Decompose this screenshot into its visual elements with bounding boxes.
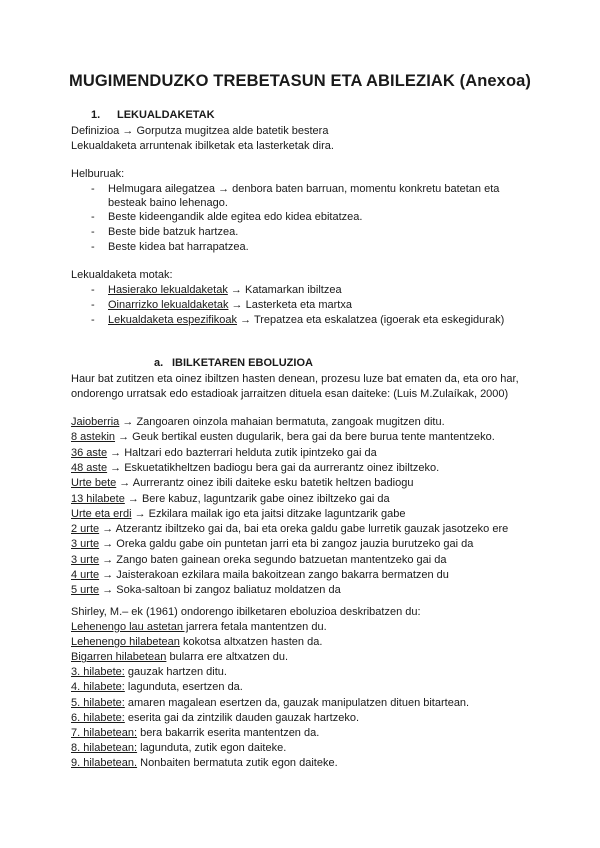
stage-item: Urte bete → Aurrerantz oinez ibili daiteke esku batetik heltzen badiogu xyxy=(71,477,414,490)
shirley-item: 6. hilabete: eserita gai da zintzilik dauden gauzak hartzeko. xyxy=(71,711,360,724)
type-item: - Lekualdaketa espezifikoak → Trepatzea eta eskalatzea (igoerak eta eskegidurak) xyxy=(91,314,505,326)
shirley-item: 8. hilabetean: lagunduta, zutik egon daiteke. xyxy=(71,741,287,754)
stage-item: 3 urte → Oreka galdu gabe oin puntetan jarri eta bi zangoz jauzia burutzeko gai da xyxy=(71,538,474,551)
section-number: 1. xyxy=(91,109,101,121)
shirley-item: 9. hilabetean. Nonbaiten bermatuta zutik egon daiteke. xyxy=(71,756,338,769)
goal-item-continued: besteak baino lehenago. xyxy=(108,197,228,209)
stage-item: Jaioberria → Zangoaren oinzola mahaian bermatuta, zangoak mugitzen ditu. xyxy=(71,416,445,428)
types-label: Lekualdaketa motak: xyxy=(71,269,173,281)
shirley-item: 5. hilabete: amaren magalean esertzen da, gauzak manipulatzen dituen bitartean. xyxy=(71,696,470,709)
definition-line: Definizioa → Gorputza mugitzea alde batetik bestera xyxy=(71,125,329,137)
stage-item: 8 astekin → Geuk bertikal eusten dugularik, bera gai da bere burua tente mantentzeko. xyxy=(71,431,495,444)
intro-line: Haur bat zutitzen eta oinez ibiltzen hasten denean, prozesu luze bat ematen da, eta oro har, xyxy=(71,373,519,385)
stage-item: 3 urte → Zango baten gainean oreka segundo batzuetan mantentzeko gai da xyxy=(71,553,447,566)
shirley-item: 4. hilabete: lagunduta, esertzen da. xyxy=(71,681,243,694)
shirley-item: Lehenengo lau astetan jarrera fetala mantentzen du. xyxy=(71,621,327,633)
stage-item: 4 urte → Jaisterakoan ezkilara maila bakoitzean zango bakarra bermatzen du xyxy=(71,569,449,581)
stage-item: 2 urte → Atzerantz ibiltzeko gai da, bai eta oreka galdu gabe lurretik gauzak jasotzeko ere xyxy=(71,523,509,536)
goal-item: - Beste bide batzuk hartzea. xyxy=(91,226,239,238)
stage-item: 5 urte → Soka-saltoan bi zangoz baliatuz moldatzen da xyxy=(71,584,341,597)
section-heading-text: LEKUALDAKETAK xyxy=(117,109,215,121)
goal-item: - Beste kideengandik alde egitea edo kidea ebitatzea. xyxy=(91,211,363,223)
shirley-item: 3. hilabete: gauzak hartzen ditu. xyxy=(71,666,227,679)
stage-item: 36 aste → Haltzari edo bazterrari helduta zutik ipintzeko gai da xyxy=(71,446,377,459)
shirley-intro: Shirley, M.– ek (1961) ondorengo ibilketaren eboluzioa deskribatzen du: xyxy=(71,606,421,618)
stage-item: Urte eta erdi → Ezkilara mailak igo eta jaitsi ditzake laguntzarik gabe xyxy=(71,507,406,520)
shirley-item: Lehenengo hilabetean kokotsa altxatzen hasten da. xyxy=(71,636,323,649)
goal-item: - Beste kidea bat harrapatzea. xyxy=(91,241,249,253)
goal-item: - Helmugara ailegatzea → denbora baten barruan, momentu konkretu batetan eta xyxy=(91,183,500,195)
intro-line: ondorengo urratsak edo estadioak jarraitzen dituela esan daiteke: (Luis M.Zulaíkak, 2000) xyxy=(71,388,509,400)
subsection-heading-ibilketaren-eboluzioa: a. IBILKETAREN EBOLUZIOA xyxy=(154,357,313,369)
stage-item: 13 hilabete → Bere kabuz, laguntzarik gabe oinez ibiltzeko gai da xyxy=(71,492,390,505)
type-item: - Hasierako lekualdaketak → Katamarkan ibiltzea xyxy=(91,284,342,296)
section-heading-lekualdaketak xyxy=(91,109,215,121)
type-item: - Oinarrizko lekualdaketak → Lasterketa eta martxa xyxy=(91,299,352,311)
document-title: MUGIMENDUZKO TREBETASUN ETA ABILEZIAK (Anexoa) xyxy=(68,72,531,90)
shirley-item: 7. hilabetean: bera bakarrik eserita mantentzen da. xyxy=(71,726,320,739)
shirley-item: Bigarren hilabetean bularra ere altxatzen du. xyxy=(71,651,289,664)
goals-label: Helburuak: xyxy=(71,168,125,180)
stage-item: 48 aste → Eskuetatikheltzen badiogu bera gai da aurrerantz oinez ibiltzeko. xyxy=(71,461,440,474)
definition-line-2: Lekualdaketa arruntenak ibilketak eta lasterketak dira. xyxy=(71,140,334,152)
